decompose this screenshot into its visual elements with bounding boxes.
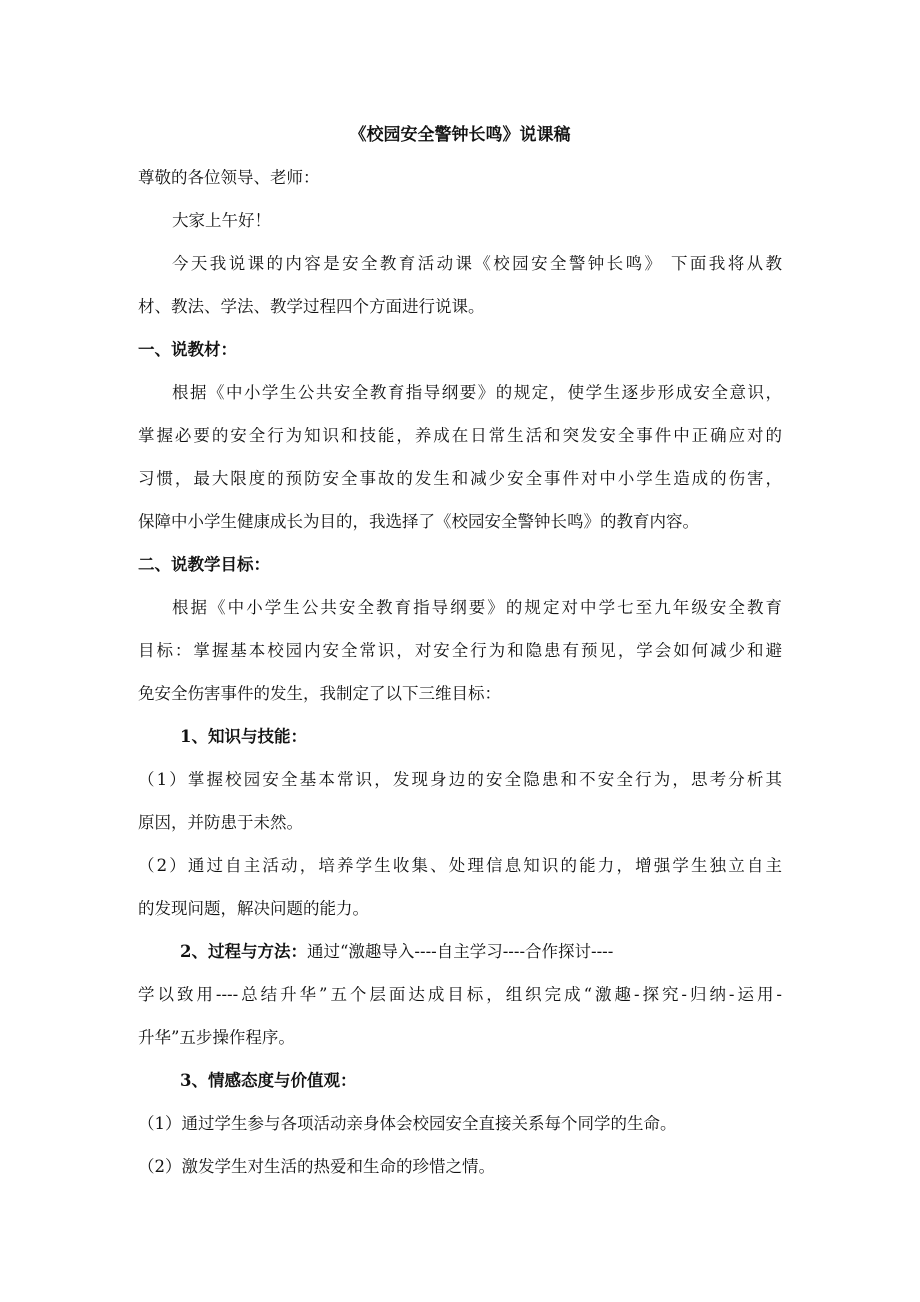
subsection-line — [180, 941, 824, 963]
list-item-line: 的发现问题，解决问题的能力。 — [138, 899, 369, 918]
paragraph-text: 通过“激趣导入----自主学习----合作探讨---- — [306, 942, 614, 961]
paragraph-line: 保障中小学生健康成长为目的，我选择了《校园安全警钟长鸣》的教育内容。 — [138, 512, 699, 531]
paragraph-line: 掌握必要的安全行为知识和技能，养成在日常生活和突发安全事件中正确应对的 — [138, 426, 782, 445]
paragraph-line: 习惯，最大限度的预防安全事故的发生和减少安全事件对中小学生造成的伤害， — [138, 469, 782, 488]
paragraph-line: 升华”五步操作程序。 — [138, 1028, 295, 1047]
greeting: 大家上午好！ — [172, 211, 271, 230]
subsection-heading: 1、知识与技能： — [180, 727, 307, 746]
subsection-heading: 3、情感态度与价值观： — [180, 1071, 357, 1090]
salutation: 尊敬的各位领导、老师： — [138, 168, 320, 187]
paragraph-line: 材、教法、学法、教学过程四个方面进行说课。 — [138, 297, 485, 316]
paragraph-line: 学以致用----总结升华”五个层面达成目标，组织完成“激趣-探究-归纳-运用- — [138, 985, 782, 1004]
list-item-line: 原因，并防患于未然。 — [138, 813, 303, 832]
paragraph-line: 根据《中小学生公共安全教育指导纲要》的规定，使学生逐步形成安全意识， — [172, 383, 782, 402]
section-heading: 一、说教材： — [138, 340, 237, 359]
list-item-line: （2）通过自主活动，培养学生收集、处理信息知识的能力，增强学生独立自主 — [138, 856, 782, 875]
subsection-heading: 2、过程与方法： — [180, 942, 307, 961]
document-title: 《校园安全警钟长鸣》说课稿 — [349, 125, 571, 145]
list-item-line: （1）通过学生参与各项活动亲身体会校园安全直接关系每个同学的生命。 — [138, 1114, 677, 1133]
paragraph-line: 目标：掌握基本校园内安全常识，对安全行为和隐患有预见，学会如何减少和避 — [138, 641, 782, 660]
paragraph-line: 免安全伤害事件的发生，我制定了以下三维目标： — [138, 684, 501, 703]
list-item-line: （2）激发学生对生活的热爱和生命的珍惜之情。 — [138, 1157, 495, 1176]
list-item-line: （1）掌握校园安全基本常识，发现身边的安全隐患和不安全行为，思考分析其 — [138, 770, 782, 789]
section-heading: 二、说教学目标： — [138, 555, 270, 574]
paragraph-line: 根据《中小学生公共安全教育指导纲要》的规定对中学七至九年级安全教育 — [172, 598, 782, 617]
paragraph-line: 今天我说课的内容是安全教育活动课《校园安全警钟长鸣》 下面我将从教 — [172, 254, 782, 273]
